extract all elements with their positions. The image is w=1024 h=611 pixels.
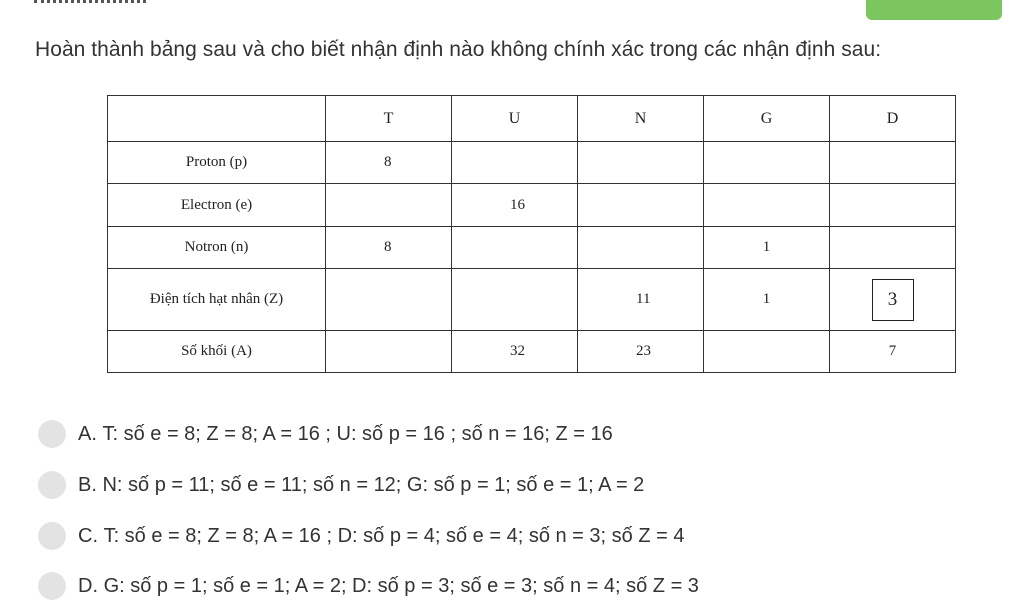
table-cell [452,227,578,269]
row-label: Notron (n) [108,227,326,269]
table-cell [326,184,452,227]
option-letter: B. [78,473,97,496]
table-cell [452,269,578,331]
option-text: T: số e = 8; Z = 8; A = 16 ; U: số p = 16 ; số n = 16; Z = 16 [102,422,613,445]
table-row [108,184,956,227]
header-cell: D [830,96,956,142]
table-cell [830,142,956,184]
table-cell [704,142,830,184]
table-header-row [108,96,956,142]
table-cell: 16 [452,184,578,227]
table-cell: 23 [578,331,704,373]
option-text: G: số p = 1; số e = 1; A = 2; D: số p = 3; số e = 3; số n = 4; số Z = 3 [103,574,699,597]
table-cell [704,184,830,227]
header-cell: U [452,96,578,142]
header-cell: G [704,96,830,142]
table-cell [578,184,704,227]
radio-button[interactable] [38,471,66,499]
top-divider [34,0,146,8]
table-cell [326,331,452,373]
table-cell [326,269,452,331]
table-cell [830,227,956,269]
table-cell: 1 [704,227,830,269]
top-right-tab[interactable] [866,0,1002,20]
data-table [107,95,956,373]
row-label: Electron (e) [108,184,326,227]
radio-button[interactable] [38,420,66,448]
boxed-value: 3 [872,279,914,321]
question-text: Hoàn thành bảng sau và cho biết nhận định nào không chính xác trong các nhận định sau: [35,38,882,61]
table-cell [704,331,830,373]
option-b[interactable] [38,469,644,501]
table-row [108,331,956,373]
table-cell: 1 [704,269,830,331]
table-row [108,227,956,269]
option-letter: D. [78,574,98,597]
table-cell [578,227,704,269]
row-label: Số khối (A) [108,331,326,373]
option-c[interactable] [38,520,684,552]
table-cell: 32 [452,331,578,373]
option-text: N: số p = 11; số e = 11; số n = 12; G: số p = 1; số e = 1; A = 2 [102,473,645,496]
option-a[interactable] [38,418,613,450]
table-row [108,269,956,331]
table-cell: 8 [326,142,452,184]
radio-button[interactable] [38,572,66,600]
table-cell [830,184,956,227]
row-label: Điện tích hạt nhân (Z) [108,269,326,331]
option-text: T: số e = 8; Z = 8; A = 16 ; D: số p = 4; số e = 4; số n = 3; số Z = 4 [103,524,685,547]
option-letter: C. [78,524,98,547]
radio-button[interactable] [38,522,66,550]
table-cell: 11 [578,269,704,331]
table-cell-boxed [830,269,956,331]
header-cell: T [326,96,452,142]
row-label: Proton (p) [108,142,326,184]
table-cell [578,142,704,184]
option-d[interactable] [38,570,699,602]
header-cell: N [578,96,704,142]
option-letter: A. [78,422,97,445]
table-cell [452,142,578,184]
header-cell [108,96,326,142]
table-cell: 7 [830,331,956,373]
table-cell: 8 [326,227,452,269]
table-row [108,142,956,184]
